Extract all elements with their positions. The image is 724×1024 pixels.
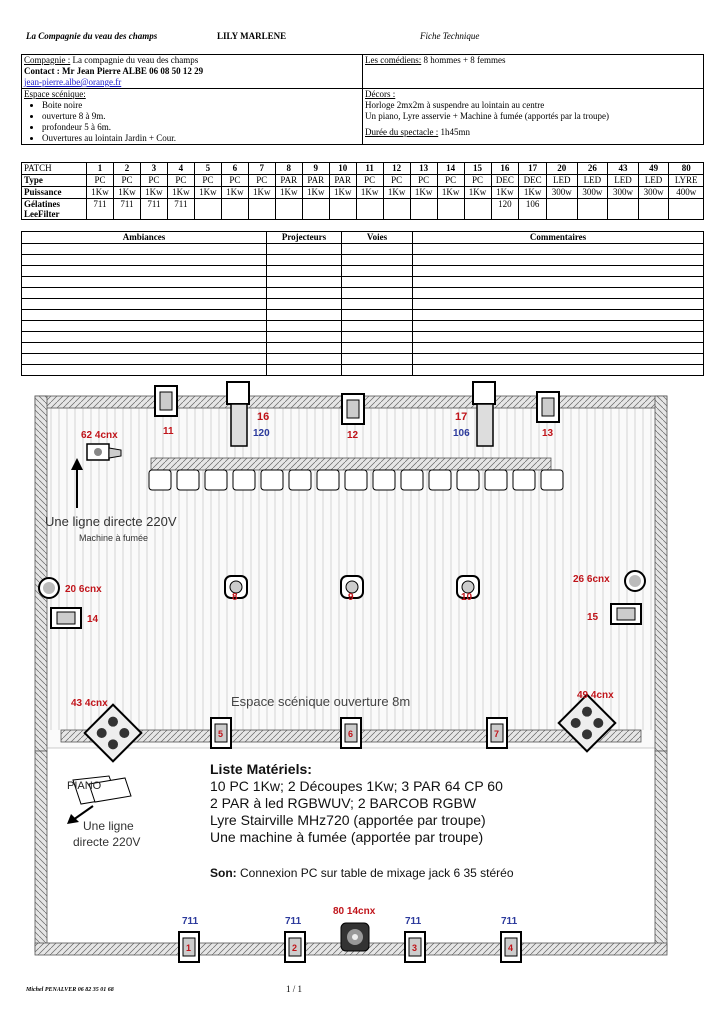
ambiance-cell[interactable] — [342, 310, 413, 321]
patch-power-cell: 1Kw — [194, 187, 221, 199]
ambiance-cell[interactable] — [267, 266, 342, 277]
liste-line: Lyre Stairville MHz720 (apportée par troupe) — [210, 812, 486, 828]
ambiance-cell[interactable] — [342, 299, 413, 310]
fixture-15 — [611, 604, 641, 624]
horloge-cube — [205, 470, 227, 490]
label-f62: 62 4cnx — [81, 430, 118, 441]
ambiance-cell[interactable] — [267, 365, 342, 376]
label-f10: 10 — [461, 592, 473, 603]
patch-power-row — [22, 187, 704, 199]
fixture-12 — [342, 394, 364, 424]
label-g106: 106 — [453, 428, 470, 439]
decors-label: Décors : — [365, 89, 396, 99]
label-g711: 711 — [501, 916, 518, 927]
patch-number-cell: 16 — [491, 163, 519, 175]
patch-number-cell: 9 — [302, 163, 329, 175]
liste-title: Liste Matériels: — [210, 761, 312, 777]
info-table — [21, 54, 704, 145]
patch-type-cell: PAR — [302, 175, 329, 187]
patch-type-cell: PC — [167, 175, 194, 187]
horloge-cube — [289, 470, 311, 490]
patch-gel-row — [22, 199, 704, 220]
patch-power-cell: 1Kw — [275, 187, 302, 199]
compagnie-value: La compagnie du veau des champs — [70, 55, 199, 65]
label-f4: 4 — [508, 943, 514, 953]
patch-number-cell: 3 — [140, 163, 167, 175]
label-f49: 49 4cnx — [577, 690, 614, 701]
label-g711: 711 — [285, 916, 302, 927]
ambiance-row — [22, 288, 704, 299]
patch-type-cell: LED — [546, 175, 577, 187]
patch-number-cell: 5 — [194, 163, 221, 175]
decors-line1: Horloge 2mx2m à suspendre au lointain au centre — [365, 100, 545, 110]
label-f80: 80 14cnx — [333, 906, 376, 917]
ambiance-row — [22, 343, 704, 354]
horloge-cube — [401, 470, 423, 490]
ambiance-cell[interactable] — [342, 266, 413, 277]
espace-item: • profondeur 5 à 6m. — [42, 122, 360, 133]
fixture-17 — [473, 382, 495, 446]
page-number: 1 / 1 — [286, 984, 303, 994]
ambiance-cell[interactable] — [413, 321, 704, 332]
ambiance-cell[interactable] — [413, 354, 704, 365]
horloge-cube — [149, 470, 171, 490]
label-f6: 6 — [348, 729, 354, 739]
horloge-cube — [233, 470, 255, 490]
patch-power-cell: 1Kw — [519, 187, 547, 199]
ambiance-cell[interactable] — [413, 277, 704, 288]
ambiance-row — [22, 299, 704, 310]
liste-line: Une machine à fumée (apportée par troupe) — [210, 829, 484, 845]
ambiance-cell[interactable] — [413, 255, 704, 266]
patch-power-cell: 1Kw — [221, 187, 248, 199]
ambiance-cell[interactable] — [342, 332, 413, 343]
patch-power-cell: 300w — [638, 187, 669, 199]
patch-gel-cell — [464, 199, 491, 220]
ambiance-cell[interactable] — [413, 332, 704, 343]
ambiance-cell[interactable] — [22, 365, 267, 376]
ambiance-row — [22, 332, 704, 343]
commentaires-col: Commentaires — [413, 232, 704, 244]
patch-type-cell: LYRE — [669, 175, 704, 187]
patch-type-cell: PC — [221, 175, 248, 187]
label-f7: 7 — [494, 729, 500, 739]
ambiance-row — [22, 321, 704, 332]
patch-number-cell: 49 — [638, 163, 669, 175]
label-f5: 5 — [218, 729, 224, 739]
patch-gel-cell — [669, 199, 704, 220]
stage-plot — [21, 378, 704, 978]
ambiance-cell[interactable] — [22, 343, 267, 354]
ambiance-cell[interactable] — [22, 299, 267, 310]
ambiance-cell[interactable] — [267, 255, 342, 266]
ligne-220v-lower-1: Une ligne — [83, 819, 134, 833]
espace-list — [24, 100, 360, 144]
duree-label: Durée du spectacle : — [365, 127, 439, 137]
doc-type: Fiche Technique — [420, 31, 480, 41]
label-f16: 16 — [257, 411, 270, 423]
label-f2: 2 — [292, 943, 298, 953]
patch-gel-cell: 120 — [491, 199, 519, 220]
liste-line: 10 PC 1Kw; 2 Découpes 1Kw; 3 PAR 64 CP 60 — [210, 778, 503, 794]
projecteurs-col: Projecteurs — [267, 232, 342, 244]
patch-number-cell: 11 — [356, 163, 383, 175]
espace-item: • ouverture 8 à 9m. — [42, 111, 360, 122]
patch-power-cell: 1Kw — [329, 187, 356, 199]
fixture-16 — [227, 382, 249, 446]
horloge-cube — [317, 470, 339, 490]
ambiance-cell[interactable] — [342, 354, 413, 365]
ambiance-cell[interactable] — [267, 288, 342, 299]
ambiances-header — [22, 232, 704, 244]
patch-number-cell: 26 — [577, 163, 608, 175]
son-value: Connexion PC sur table de mixage jack 6 35 stéréo — [240, 866, 514, 880]
patch-type-cell: PC — [248, 175, 275, 187]
patch-gel-cell — [356, 199, 383, 220]
patch-number-row — [22, 163, 704, 175]
patch-power-cell: 1Kw — [167, 187, 194, 199]
patch-number-cell: 15 — [464, 163, 491, 175]
comediens-label: Les comédiens: — [365, 55, 422, 65]
patch-type-cell: PC — [87, 175, 114, 187]
ambiance-cell[interactable] — [267, 244, 342, 255]
patch-gel-cell — [194, 199, 221, 220]
ambiance-cell[interactable] — [22, 332, 267, 343]
ambiance-cell[interactable] — [22, 354, 267, 365]
comediens-cell — [363, 55, 704, 89]
fixture-26 — [625, 571, 645, 591]
patch-power-cell: 300w — [577, 187, 608, 199]
company-cell — [22, 55, 363, 89]
patch-gel-cell: 711 — [167, 199, 194, 220]
label-g711: 711 — [182, 916, 199, 927]
contact: Contact : Mr Jean Pierre ALBE 06 08 50 12 29 — [24, 66, 204, 76]
author-footer: Michel PENALVER 06 82 35 01 68 — [26, 987, 114, 993]
patch-type-cell: LED — [638, 175, 669, 187]
ambiance-cell[interactable] — [413, 266, 704, 277]
patch-type-cell: PC — [140, 175, 167, 187]
patch-power-cell: 1Kw — [356, 187, 383, 199]
patch-type-cell: PC — [410, 175, 437, 187]
patch-table — [21, 162, 704, 220]
patch-number-cell: 17 — [519, 163, 547, 175]
patch-gel-cell — [221, 199, 248, 220]
label-f17: 17 — [455, 411, 468, 423]
ambiance-cell[interactable] — [22, 288, 267, 299]
patch-number-cell: 14 — [437, 163, 464, 175]
ambiances-col: Ambiances — [22, 232, 267, 244]
ambiance-cell[interactable] — [22, 277, 267, 288]
patch-power-cell: 1Kw — [437, 187, 464, 199]
patch-gel-cell: 106 — [519, 199, 547, 220]
label-f26: 26 6cnx — [573, 574, 610, 585]
espace-item: • Ouvertures au lointain Jardin + Cour. — [42, 133, 360, 144]
patch-number-cell: 20 — [546, 163, 577, 175]
company-header: La Compagnie du veau des champs — [26, 31, 158, 41]
ambiance-cell[interactable] — [413, 365, 704, 376]
ambiance-cell[interactable] — [413, 343, 704, 354]
machine-a-fumee: Machine à fumée — [79, 533, 149, 543]
fixture-20 — [39, 578, 59, 598]
ambiance-cell[interactable] — [267, 277, 342, 288]
ambiances-table — [21, 231, 704, 376]
duree-value: 1h45mn — [438, 127, 470, 137]
horloge-cube — [429, 470, 451, 490]
ambiance-cell[interactable] — [413, 288, 704, 299]
voies-col: Voies — [342, 232, 413, 244]
ambiance-row — [22, 310, 704, 321]
ambiance-cell[interactable] — [342, 244, 413, 255]
label-f20: 20 6cnx — [65, 584, 102, 595]
patch-number-cell: 8 — [275, 163, 302, 175]
ambiance-row — [22, 255, 704, 266]
patch-gel-cell — [329, 199, 356, 220]
liste-line: 2 PAR à led RGBWUV; 2 BARCOB RGBW — [210, 795, 477, 811]
ambiance-cell[interactable] — [342, 288, 413, 299]
puissance-label: Puissance — [22, 187, 87, 199]
patch-gel-cell — [608, 199, 639, 220]
patch-type-cell: PC — [356, 175, 383, 187]
decors-cell — [363, 89, 704, 145]
patch-gel-cell — [638, 199, 669, 220]
label-f13: 13 — [542, 428, 554, 439]
patch-gel-cell — [577, 199, 608, 220]
ambiance-cell[interactable] — [267, 332, 342, 343]
patch-number-cell: 10 — [329, 163, 356, 175]
patch-number-cell: 1 — [87, 163, 114, 175]
espace-cell — [22, 89, 363, 145]
label-f3: 3 — [412, 943, 418, 953]
ambiance-cell[interactable] — [342, 277, 413, 288]
horloge-cube — [541, 470, 563, 490]
fixture-11 — [155, 386, 177, 416]
horloge-cube — [177, 470, 199, 490]
patch-type-cell: DEC — [519, 175, 547, 187]
ambiance-row — [22, 244, 704, 255]
patch-type-cell: PC — [437, 175, 464, 187]
patch-gel-cell — [383, 199, 410, 220]
fixture-13 — [537, 392, 559, 422]
patch-power-cell: 300w — [546, 187, 577, 199]
patch-gel-cell — [410, 199, 437, 220]
ligne-220v-upper: Une ligne directe 220V — [45, 514, 177, 529]
patch-type-cell: DEC — [491, 175, 519, 187]
ambiance-cell[interactable] — [413, 299, 704, 310]
horloge-cube — [457, 470, 479, 490]
patch-power-cell: 1Kw — [248, 187, 275, 199]
patch-power-cell: 1Kw — [140, 187, 167, 199]
lyre-icon — [341, 923, 369, 951]
patch-power-cell: 400w — [669, 187, 704, 199]
ligne-220v-lower-2: directe 220V — [73, 835, 141, 849]
ambiance-cell[interactable] — [413, 244, 704, 255]
ambiance-cell[interactable] — [267, 354, 342, 365]
patch-number-cell: 7 — [248, 163, 275, 175]
label-f8: 8 — [232, 592, 238, 603]
patch-power-cell: 1Kw — [491, 187, 519, 199]
ambiance-cell[interactable] — [22, 310, 267, 321]
label-f15: 15 — [587, 612, 599, 623]
decors-line2: Un piano, Lyre asservie + Machine à fumée (apportés par la troupe) — [365, 111, 609, 121]
patch-gel-cell — [302, 199, 329, 220]
patch-gel-cell — [546, 199, 577, 220]
patch-type-cell: PAR — [329, 175, 356, 187]
show-title: LILY MARLENE — [217, 31, 287, 41]
patch-gel-cell: 711 — [113, 199, 140, 220]
patch-number-cell: 2 — [113, 163, 140, 175]
patch-power-cell: 1Kw — [410, 187, 437, 199]
patch-type-cell: PC — [113, 175, 140, 187]
patch-gel-cell — [437, 199, 464, 220]
comediens-value: 8 hommes + 8 femmes — [421, 55, 506, 65]
ambiance-cell[interactable] — [342, 365, 413, 376]
ambiance-cell[interactable] — [267, 299, 342, 310]
horloge-cube — [485, 470, 507, 490]
patch-number-cell: 6 — [221, 163, 248, 175]
ambiance-cell[interactable] — [22, 266, 267, 277]
ambiance-cell[interactable] — [342, 343, 413, 354]
patch-gel-cell: 711 — [87, 199, 114, 220]
patch-type-cell: LED — [577, 175, 608, 187]
patch-number-cell: 43 — [608, 163, 639, 175]
label-f43: 43 4cnx — [71, 698, 108, 709]
patch-power-cell: 1Kw — [302, 187, 329, 199]
ambiance-row — [22, 365, 704, 376]
horloge-cube — [345, 470, 367, 490]
espace-item: • Boite noire — [42, 100, 360, 111]
patch-number-cell: 13 — [410, 163, 437, 175]
compagnie-label: Compagnie : — [24, 55, 71, 65]
patch-power-cell: 1Kw — [383, 187, 410, 199]
son-label: Son: — [210, 866, 237, 880]
horloge-panels — [149, 470, 563, 490]
patch-type-cell: PC — [464, 175, 491, 187]
label-g711: 711 — [405, 916, 422, 927]
horloge-cube — [513, 470, 535, 490]
espace-scenique-label: Espace scénique ouverture 8m — [231, 694, 411, 709]
patch-gel-cell — [275, 199, 302, 220]
label-f1: 1 — [186, 943, 192, 953]
patch-power-cell: 1Kw — [464, 187, 491, 199]
type-label: Type — [22, 175, 87, 187]
patch-gel-cell — [248, 199, 275, 220]
patch-type-cell: PC — [194, 175, 221, 187]
ambiance-cell[interactable] — [342, 321, 413, 332]
ambiance-row — [22, 266, 704, 277]
espace-label: Espace scénique: — [24, 89, 86, 99]
ambiance-cell[interactable] — [22, 244, 267, 255]
ambiance-row — [22, 277, 704, 288]
fixture-14 — [51, 608, 81, 628]
patch-type-cell: PAR — [275, 175, 302, 187]
label-f11: 11 — [163, 426, 174, 437]
patch-number-cell: 4 — [167, 163, 194, 175]
patch-power-cell: 300w — [608, 187, 639, 199]
ambiance-cell[interactable] — [267, 321, 342, 332]
label-f9: 9 — [348, 592, 354, 603]
label-f14: 14 — [87, 614, 99, 625]
patch-number-cell: 80 — [669, 163, 704, 175]
patch-label: PATCH — [22, 163, 87, 175]
label-g120: 120 — [253, 428, 270, 439]
piano-label: PIANO — [67, 780, 102, 792]
ambiance-cell[interactable] — [267, 310, 342, 321]
ambiance-cell[interactable] — [413, 310, 704, 321]
ambiance-cell[interactable] — [22, 321, 267, 332]
label-f12: 12 — [347, 430, 359, 441]
patch-type-row — [22, 175, 704, 187]
ambiance-cell[interactable] — [22, 255, 267, 266]
patch-gel-cell: 711 — [140, 199, 167, 220]
patch-power-cell: 1Kw — [113, 187, 140, 199]
patch-number-cell: 12 — [383, 163, 410, 175]
patch-type-cell: LED — [608, 175, 639, 187]
patch-type-cell: PC — [383, 175, 410, 187]
patch-power-cell: 1Kw — [87, 187, 114, 199]
ambiance-cell[interactable] — [267, 343, 342, 354]
horloge-cube — [373, 470, 395, 490]
ambiance-cell[interactable] — [342, 255, 413, 266]
horloge-cube — [261, 470, 283, 490]
ambiance-row — [22, 354, 704, 365]
email-link[interactable]: jean-pierre.albe@orange.fr — [24, 77, 122, 87]
gelatines-label: Gélatines LeeFilter — [22, 199, 87, 220]
